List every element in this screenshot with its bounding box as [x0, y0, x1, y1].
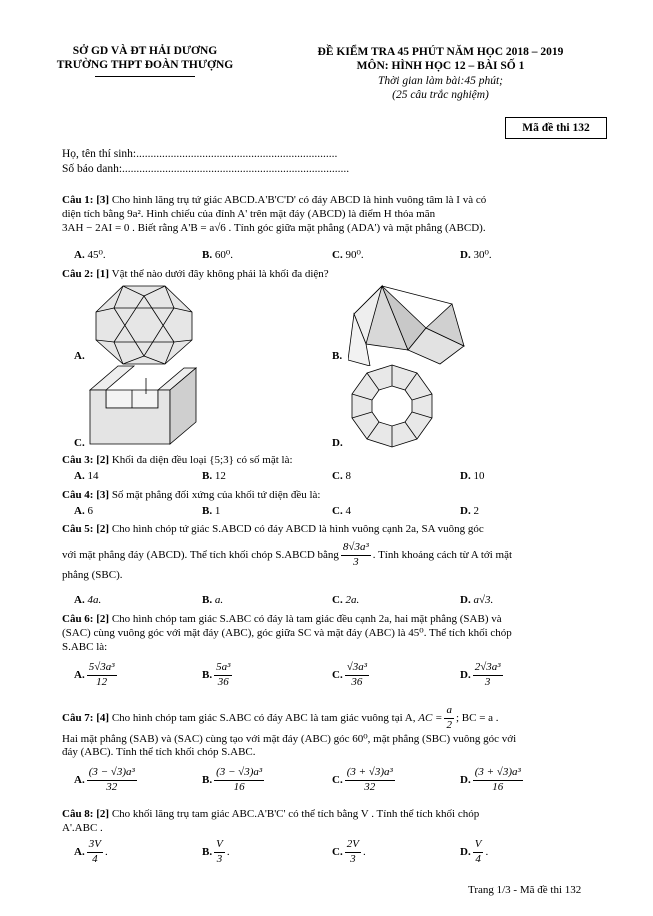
question-level: [2]: [96, 613, 110, 625]
option-a: A. 45⁰.: [74, 249, 106, 261]
question-3-options: [62, 470, 607, 486]
figure-c-label: C.: [74, 437, 85, 449]
ring-polyhedron-figure: [348, 364, 436, 448]
option-c: C. 2a.: [332, 594, 360, 606]
question-7-options: [62, 766, 607, 804]
question-level: [3]: [96, 489, 110, 501]
question-3: [62, 454, 604, 468]
option-a: A. $\frac{\text{5√3a³}}{12}$: [74, 661, 115, 688]
exam-title: ĐỀ KIỂM TRA 45 PHÚT NĂM HỌC 2018 – 2019: [317, 46, 564, 58]
question-label: Câu 2:: [62, 268, 94, 280]
question-text: diện tích bằng 9a². Hình chiếu của đỉnh A' trên mặt đáy (ABCD) là điểm H thỏa mãn: [62, 207, 436, 220]
option-c: C. 8: [332, 470, 351, 482]
option-a: A. $\frac{\text{(3 − √3)a³}}{32}$: [74, 766, 135, 793]
option-d: D. $\frac{\text{(3 + √3)a³}}{16}$: [460, 766, 521, 793]
question-text: phẳng (SBC).: [62, 569, 123, 582]
option-c: C. $\frac{\text{(3 + √3)a³}}{32}$: [332, 766, 393, 793]
question-level: [1]: [96, 268, 110, 280]
option-b: B. 60⁰.: [202, 249, 234, 261]
option-b: B. 1: [202, 505, 221, 517]
question-text: Vật thể nào dưới đây không phải là khối đa diện?: [111, 268, 329, 280]
icosahedron-figure: [88, 284, 200, 366]
question-text: (SAC) cùng vuông góc với mặt đáy (ABC), góc giữa SC và mặt đáy (ABC) là 45⁰. Thể tích khối chóp: [62, 626, 512, 639]
question-6-options: [62, 661, 607, 699]
question-text: Cho hình chóp tam giác S.ABC có đáy là tam giác đều cạnh 2a, hai mặt phẳng (SAB) và: [111, 613, 502, 625]
figure-b-label: B.: [332, 350, 343, 362]
pyramid-figure: [348, 284, 468, 366]
question-text: đáy (ABC). Tính thể tích khối chóp S.ABC.: [62, 746, 256, 759]
question-text: Cho khối lăng trụ tam giác ABC.A'B'C' có thể tích bằng V . Tính thể tích khối chóp: [111, 808, 480, 820]
option-a: A. $\frac{3V}{4}$ .: [74, 838, 108, 865]
question-6: [62, 613, 604, 654]
question-count: (25 câu trắc nghiệm): [392, 89, 489, 102]
option-b: B. $\frac{V}{3}$ .: [202, 838, 230, 865]
exam-time: Thời gian làm bài:45 phút;: [378, 74, 503, 87]
option-a: A. 4a.: [74, 594, 102, 606]
option-d: D. 10: [460, 470, 485, 482]
question-4-options: [62, 505, 607, 521]
question-text: Khối đa diện đều loại {5;3} có số mặt là:: [111, 454, 293, 466]
header-right: [268, 45, 613, 103]
option-c: C. $\frac{\text{√3a³}}{36}$: [332, 661, 368, 688]
question-8: [62, 808, 604, 836]
question-7: Câu 7: [4] Cho hình chóp tam giác S.ABC có đáy ABC là tam giác vuông tại A, AC = $\frac{a}{2}$ ; BC = a . Hai mặt phẳng (SAB) và (SAC) cùng tạo với mặt đáy (ABC) góc 60⁰, mặt phẳng (SBC) vuông góc với đáy (ABC). Tính thể tích khối chóp S.ABC.: [62, 704, 604, 760]
option-d: D. $\frac{V}{4}$ .: [460, 838, 489, 865]
question-text: Cho hình lăng trụ tứ giác ABCD.A'B'C'D' có đáy ABCD là hình vuông tâm là I và có: [111, 194, 487, 206]
question-text: Số mặt phẳng đối xứng của khối tứ diện đều là:: [111, 489, 321, 501]
option-d: D. $\frac{\text{2√3a³}}{3}$: [460, 661, 501, 688]
question-5-options: [62, 594, 607, 610]
option-c: C. $\frac{2V}{3}$ .: [332, 838, 366, 865]
exam-code-box: Mã đề thi 132: [505, 117, 607, 139]
option-b: B. a.: [202, 594, 224, 606]
option-d: D. 2: [460, 505, 479, 517]
question-4: [62, 489, 604, 503]
option-b: B. $\frac{\text{(3 − √3)a³}}{16}$: [202, 766, 263, 793]
figure-d-label: D.: [332, 437, 343, 449]
option-a: A. 14: [74, 470, 99, 482]
header-left: [40, 45, 250, 77]
question-5: Câu 5: [2] Cho hình chóp tứ giác S.ABCD có đáy ABCD là hình vuông cạnh 2a, SA vuông góc với mặt phẳng đáy (ABCD). Thể tích khối chóp S.ABCD bằng $\frac{\text{8√3a³}}{3}$ . Tính khoảng cách từ A tới mặt phẳng (SBC).: [62, 523, 604, 583]
question-8-options: [62, 838, 607, 874]
option-a: A. 6: [74, 505, 93, 517]
question-label: Câu 8:: [62, 808, 94, 820]
school-name: TRƯỜNG THPT ĐOÀN THƯỢNG: [56, 58, 234, 71]
question-level: [2]: [96, 808, 110, 820]
page-footer: Trang 1/3 - Mã đề thi 132: [468, 884, 582, 896]
question-1-options: [62, 249, 607, 265]
header-divider: [95, 76, 195, 77]
question-label: Câu 7:: [62, 711, 94, 724]
option-b: B. 12: [202, 470, 226, 482]
student-name-line: Họ, tên thí sinh:......................................................................: [62, 148, 338, 160]
question-level: [2]: [96, 454, 110, 466]
question-text: S.ABC là:: [62, 640, 108, 653]
question-text: 3AH − 2AI = 0 . Biết rằng A'B = a√6 . Tính góc giữa mặt phẳng (ADA') và mặt phẳng (ABCD).: [62, 221, 486, 234]
figure-a-label: A.: [74, 350, 85, 362]
question-label: Câu 4:: [62, 489, 94, 501]
department-name: SỞ GD VÀ ĐT HẢI DƯƠNG: [72, 45, 218, 57]
question-level: [2]: [96, 523, 110, 535]
question-label: Câu 6:: [62, 613, 94, 625]
option-b: B. $\frac{\text{5a³}}{36}$: [202, 661, 231, 688]
notched-solid-figure: [88, 364, 200, 448]
option-d: D. 30⁰.: [460, 249, 492, 261]
exam-subject: MÔN: HÌNH HỌC 12 – BÀI SỐ 1: [356, 60, 525, 73]
question-label: Câu 1:: [62, 194, 94, 206]
student-id-line: Số báo danh:...............................................................................: [62, 163, 350, 175]
question-text: Hai mặt phẳng (SAB) và (SAC) cùng tạo với mặt đáy (ABC) góc 60⁰, mặt phẳng (SBC) vuông góc với: [62, 732, 517, 745]
option-c: C. 90⁰.: [332, 249, 364, 261]
fraction: $\frac{\text{8√3a³}}{3}$: [342, 540, 369, 568]
option-c: C. 4: [332, 505, 351, 517]
question-level: [4]: [96, 711, 110, 724]
question-1: [62, 194, 604, 235]
option-d: D. a√3.: [460, 594, 494, 606]
fraction: $\frac{a}{2}$: [446, 704, 452, 731]
question-2: [62, 268, 604, 282]
question-label: Câu 3:: [62, 454, 94, 466]
question-text: Cho hình chóp tứ giác S.ABCD có đáy ABCD là hình vuông cạnh 2a, SA vuông góc: [111, 523, 484, 535]
question-label: Câu 5:: [62, 523, 94, 535]
question-text: A'.ABC .: [62, 821, 103, 834]
question-level: [3]: [96, 194, 110, 206]
